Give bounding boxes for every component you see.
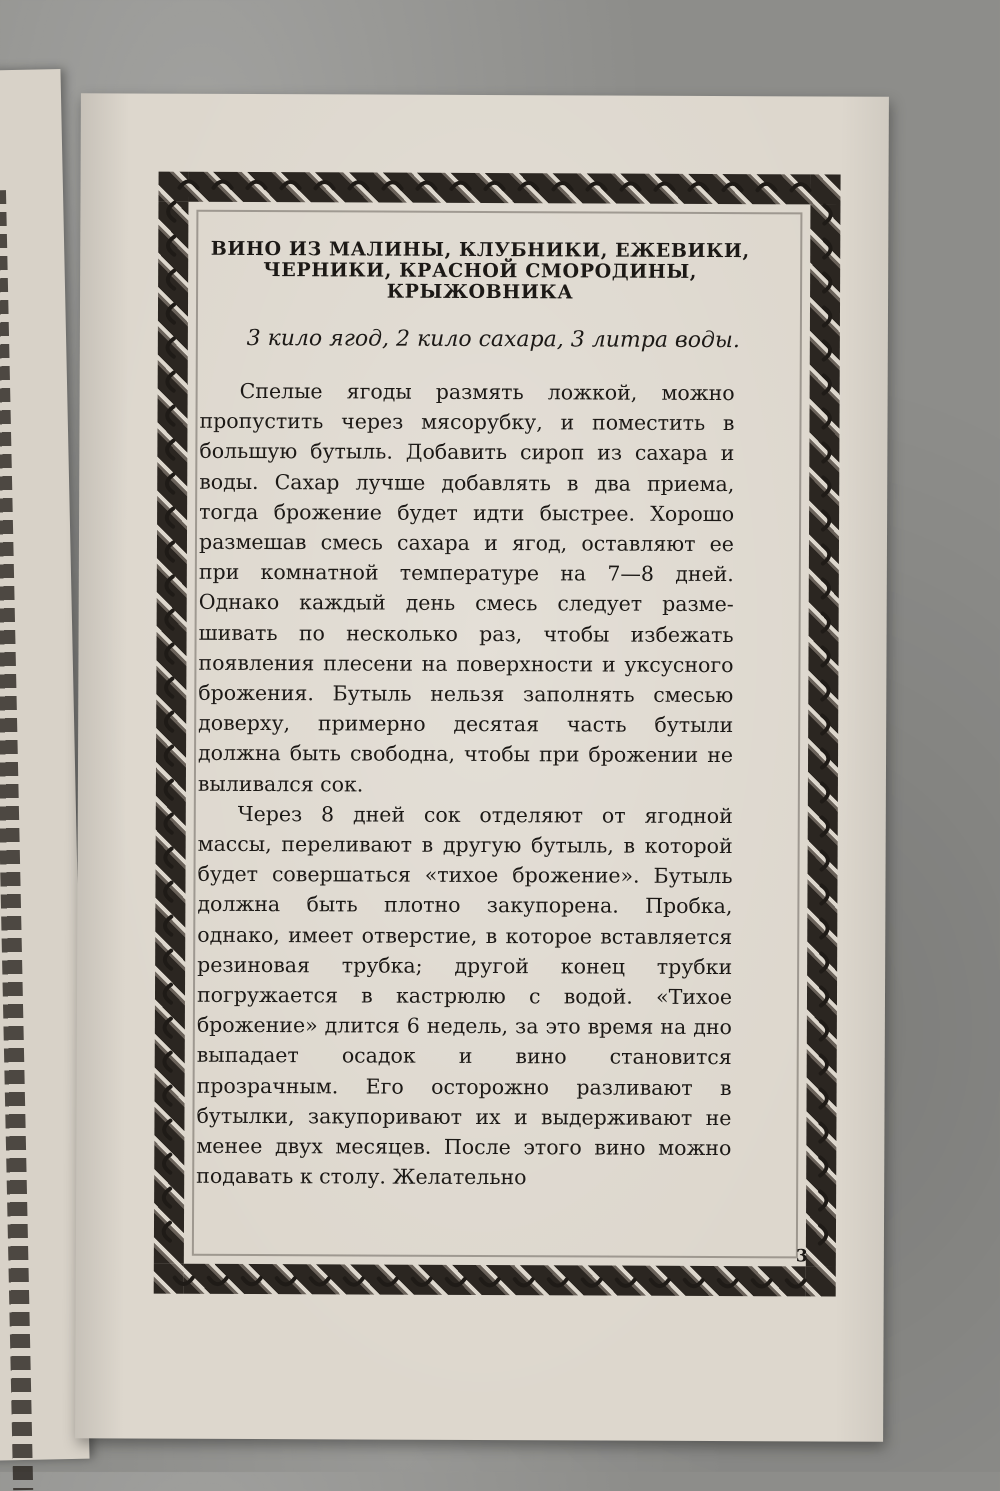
ornament-curl — [823, 443, 829, 461]
book-page — [75, 93, 889, 1442]
ornament-curl — [822, 681, 828, 699]
ornament-curl — [690, 184, 708, 190]
ornament-curl — [821, 1021, 827, 1039]
ornament-curl — [821, 953, 827, 971]
ornament-curl — [166, 781, 172, 799]
ornament-curl — [166, 611, 172, 629]
paragraph: Спелые ягоды размять ложкой, можно пропустить через мясорубку, и поместить в большую бутыль. Добавить сироп из сахара и воды. Сахар лучше добавлять в два приема, тогда брожение будет идти быстрее. Хорошо размешав смесь сахара и ягод, оставляют ее при комнатной температуре на 7—8 дней. Однако каждый день смесь следует размешивать по несколько раз, чтобы избежать появления плесени на поверхности и уксусного брожения. Бутыль нельзя заполнять смесью доверху, примерно десятая часть бутыли должна быть свободна, чтобы при брожении не выливался сок. — [197, 378, 735, 797]
ornament-curl — [164, 1189, 170, 1207]
ornament-curl — [165, 917, 171, 935]
ornament-curl — [164, 1053, 170, 1071]
ornament-curl — [165, 985, 171, 1003]
ornament-curl — [418, 182, 436, 188]
ornament-curl — [167, 441, 173, 459]
ornament-curl — [758, 184, 776, 190]
ornament-curl — [166, 747, 172, 765]
ingredients-line: 3 кило ягод, 2 кило сахара, 3 литра воды. — [246, 325, 740, 354]
recipe-body — [196, 376, 735, 1194]
ornament-curl — [719, 1280, 737, 1286]
ornament-curl — [165, 849, 171, 867]
ornament-curl — [167, 475, 173, 493]
ornament-curl — [753, 1280, 771, 1286]
ornament-curl — [554, 183, 572, 189]
ornament-curl — [656, 183, 674, 189]
ornament-curl — [180, 181, 198, 187]
ornament-curl — [165, 951, 171, 969]
ornament-curl — [821, 987, 827, 1005]
ornament-curl — [167, 407, 173, 425]
title-line: ВИНО ИЗ МАЛИНЫ, КЛУБНИКИ, ЕЖЕВИКИ, — [210, 237, 750, 263]
ornament-curl — [824, 375, 830, 393]
ornament-curl — [168, 305, 174, 323]
ornament-curl — [820, 1225, 826, 1243]
ornament-curl — [821, 1055, 827, 1073]
ornament-curl — [824, 205, 830, 223]
ornament-curl — [824, 307, 830, 325]
ornament-curl — [165, 883, 171, 901]
ornament-curl — [248, 182, 266, 188]
ornament-curl — [168, 203, 174, 221]
ornament-curl — [209, 1278, 227, 1284]
ornament-curl — [277, 1278, 295, 1284]
ornament-curl — [824, 239, 830, 257]
paragraph: Через 8 дней сок отделяют от ягодной массы, переливают в другую бутыль, в которой будет совершаться «тихое брожение». Бутыль должна быть плотно закупорена. Пробка, однако, имеет отверстие, в которое вставляется резиновая трубка; другой конец трубки погружается в кастрюлю с водой. «Тихое брожение» длится 6 недель, за это время на дно выпадает осадок и вино становится прозрачным. Его осторожно разливают в бутылки, закупоривают их и выдерживают не менее двух месяцев. После этого вино можно подавать к столу. Желательно — [196, 801, 733, 1190]
ornament-curl — [824, 273, 830, 291]
page-number: 3 — [795, 1246, 808, 1267]
ornament-curl — [168, 271, 174, 289]
ornament-curl — [520, 183, 538, 189]
ornament-curl — [651, 1280, 669, 1286]
ornament-curl — [481, 1279, 499, 1285]
ornament-curl — [787, 1280, 805, 1286]
ornament-curl — [164, 1121, 170, 1139]
ornament-curl — [379, 1279, 397, 1285]
ornament-curl — [175, 1278, 193, 1284]
ornament-curl — [166, 679, 172, 697]
ornament-curl — [822, 783, 828, 801]
ornament-curl — [622, 183, 640, 189]
ornament-curl — [167, 543, 173, 561]
ornament-curl — [822, 715, 828, 733]
ornament-curl — [167, 509, 173, 527]
ornament-curl — [384, 182, 402, 188]
ornament-curl — [167, 373, 173, 391]
ornament-curl — [822, 851, 828, 869]
ornament-curl — [821, 1089, 827, 1107]
ornament-curl — [166, 577, 172, 595]
title-line: КРЫЖОВНИКА — [386, 280, 574, 304]
ornament-curl — [167, 339, 173, 357]
ornament-curl — [515, 1279, 533, 1285]
ornament-curl — [824, 341, 830, 359]
title-line: ЧЕРНИКИ, КРАСНОЙ СМОРОДИНЫ, — [263, 259, 698, 283]
ornament-curl — [822, 817, 828, 835]
ornament-curl — [823, 511, 829, 529]
ornament-curl — [164, 1223, 170, 1241]
ornament-curl — [165, 1019, 171, 1037]
ornament-curl — [486, 183, 504, 189]
ornament-curl — [282, 182, 300, 188]
ornament-curl — [316, 182, 334, 188]
recipe-title — [200, 239, 760, 304]
ornament-curl — [345, 1278, 363, 1284]
ornament-curl — [823, 545, 829, 563]
ornament-curl — [820, 1157, 826, 1175]
ornament-curl — [350, 182, 368, 188]
ornament-curl — [821, 919, 827, 937]
ornament-curl — [724, 184, 742, 190]
ornament-curl — [164, 1087, 170, 1105]
ornament-curl — [214, 182, 232, 188]
ornament-curl — [165, 815, 171, 833]
ornament-curl — [164, 1155, 170, 1173]
ornament-curl — [166, 645, 172, 663]
ornament-curl — [583, 1279, 601, 1285]
ornament-curl — [243, 1278, 261, 1284]
ornament-curl — [311, 1278, 329, 1284]
ornament-curl — [821, 885, 827, 903]
ornament-curl — [452, 183, 470, 189]
ornament-curl — [823, 477, 829, 495]
ornament-curl — [820, 1191, 826, 1209]
ornament-curl — [447, 1279, 465, 1285]
ornament-curl — [168, 237, 174, 255]
ornament-curl — [685, 1280, 703, 1286]
ornament-curl — [823, 613, 829, 631]
ornament-curl — [588, 183, 606, 189]
ornament-curl — [823, 579, 829, 597]
ornament-curl — [820, 1123, 826, 1141]
ornament-curl — [823, 409, 829, 427]
ornament-curl — [822, 647, 828, 665]
ornament-curl — [549, 1279, 567, 1285]
ornament-curl — [617, 1280, 635, 1286]
left-page-ornament — [0, 190, 33, 1490]
ornament-curl — [792, 184, 810, 190]
ornament-curl — [166, 713, 172, 731]
ornament-curl — [413, 1279, 431, 1285]
ornament-curl — [822, 749, 828, 767]
